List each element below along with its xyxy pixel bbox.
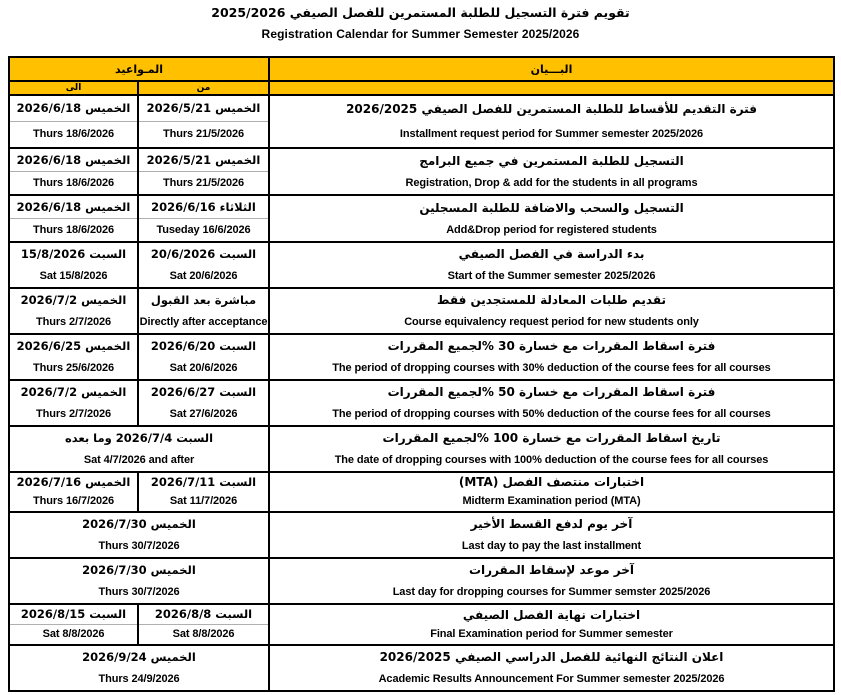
from-date-cell: [138, 334, 269, 380]
description-arabic: فترة اسقاط المقررات مع خسارة 30 %لجميع المقررات: [387, 339, 716, 353]
description-arabic: اختبارات نهاية الفصل الصيفي: [462, 607, 641, 622]
description-english: The period of dropping courses with 30% deduction of the course fees for all courses: [332, 362, 771, 374]
date-english: Thurs 24/9/2026: [98, 673, 180, 685]
table-row: [9, 512, 834, 558]
description-cell: [269, 148, 834, 195]
table-row: [9, 195, 834, 242]
merged-date-cell: [9, 512, 269, 558]
date-arabic: الخميس 2026/7/30: [82, 517, 196, 531]
page-header: [0, 0, 841, 41]
to-date-english: Sat 15/8/2026: [39, 270, 108, 282]
to-date-arabic: السبت 15/8/2026: [20, 247, 127, 261]
to-date-cell: [9, 288, 138, 334]
table-row: [9, 426, 834, 472]
from-date-english: Sat 27/6/2026: [169, 408, 238, 420]
from-date-arabic: السبت 2026/6/27: [150, 385, 257, 399]
description-english: Course equivalency request period for new students only: [404, 316, 699, 328]
to-date-arabic: الخميس 2026/7/2: [20, 385, 127, 399]
description-english: Last day to pay the last installment: [461, 540, 642, 552]
description-english: Start of the Summer semester 2025/2026: [447, 270, 656, 282]
description-arabic: اختبارات منتصف الفصل (MTA): [458, 475, 645, 489]
from-date-cell: [138, 288, 269, 334]
table-row: [9, 558, 834, 604]
description-arabic: تاريخ اسقاط المقررات مع خسارة 100 %لجميع المقررات: [382, 431, 721, 445]
date-arabic: الخميس 2026/7/30: [82, 563, 196, 577]
from-date-english: Thurs 21/5/2026: [162, 128, 245, 140]
from-date-cell: [138, 95, 269, 148]
description-cell: [269, 512, 834, 558]
table-row: [9, 334, 834, 380]
description-english: Midterm Examination period (MTA): [462, 495, 641, 507]
to-date-english: Sat 8/8/2026: [42, 628, 105, 640]
description-arabic: آخر موعد لإسقاط المقررات: [468, 563, 635, 577]
page-title-english: Registration Calendar for Summer Semester 2025/2026: [261, 27, 580, 41]
table-row: [9, 95, 834, 148]
table-row: [9, 242, 834, 288]
date-english: Thurs 30/7/2026: [98, 540, 180, 552]
to-date-cell: [9, 95, 138, 148]
registration-calendar-table: [8, 56, 835, 692]
from-date-cell: [138, 472, 269, 512]
description-english: Add&Drop period for registered students: [446, 223, 657, 236]
from-date-arabic: السبت 2026/6/20: [150, 339, 257, 353]
merged-date-cell: [9, 558, 269, 604]
from-date-arabic: السبت 20/6/2026: [150, 247, 257, 261]
to-date-english: Thurs 18/6/2026: [32, 128, 115, 140]
from-date-english: Sat 8/8/2026: [172, 628, 235, 640]
to-date-cell: [9, 195, 138, 242]
to-date-cell: [9, 604, 138, 645]
from-date-english: Sat 20/6/2026: [169, 362, 238, 374]
from-date-english: Sat 11/7/2026: [169, 495, 238, 507]
table-row: [9, 380, 834, 426]
from-date-cell: [138, 604, 269, 645]
description-cell: [269, 645, 834, 691]
description-arabic: اعلان النتائج النهائية للفصل الدراسي الصيفي 2026/2025: [379, 650, 724, 664]
from-date-arabic: الثلاثاء 2026/6/16: [139, 196, 268, 219]
description-cell: [269, 242, 834, 288]
to-date-cell: [9, 148, 138, 195]
date-arabic: السبت 2026/7/4 وما بعده: [64, 431, 214, 445]
table-row: [9, 148, 834, 195]
description-english: Registration, Drop & add for the students in all programs: [405, 176, 698, 189]
description-cell: [269, 334, 834, 380]
to-date-arabic: الخميس 2026/6/25: [16, 339, 131, 353]
description-cell: [269, 426, 834, 472]
from-date-arabic: السبت 2026/8/8: [139, 605, 268, 625]
from-date-cell: [138, 195, 269, 242]
from-date-cell: [138, 242, 269, 288]
merged-date-cell: [9, 426, 269, 472]
from-date-english: Sat 20/6/2026: [169, 270, 238, 282]
description-arabic: بدء الدراسة في الفصل الصيفي: [458, 247, 645, 261]
description-english: The period of dropping courses with 50% deduction of the course fees for all courses: [332, 408, 771, 420]
description-cell: [269, 558, 834, 604]
from-date-arabic: الخميس 2026/5/21: [139, 96, 268, 122]
from-date-arabic: مباشرة بعد القبول: [150, 293, 257, 307]
merged-date-cell: [9, 645, 269, 691]
description-arabic: تقديم طلبات المعادلة للمستجدين فقط: [436, 293, 667, 307]
description-arabic: فترة التقديم للأقساط للطلبة المستمرين للفصل الصيفي 2026/2025: [346, 101, 757, 116]
to-date-cell: [9, 242, 138, 288]
from-date-english: Tuseday 16/6/2026: [156, 224, 251, 236]
table-row: [9, 288, 834, 334]
description-column-header: البـــيان: [269, 57, 834, 81]
description-english: Final Examination period for Summer semester: [430, 627, 673, 640]
description-english: Last day for dropping courses for Summer semster 2025/2026: [392, 586, 711, 598]
table-row: [9, 472, 834, 512]
from-date-english: Thurs 21/5/2026: [162, 177, 245, 189]
to-date-arabic: الخميس 2026/6/18: [10, 96, 137, 122]
description-cell: [269, 288, 834, 334]
description-arabic: فترة اسقاط المقررات مع خسارة 50 %لجميع المقررات: [387, 385, 716, 399]
to-date-english: Thurs 16/7/2026: [32, 495, 115, 507]
from-date-arabic: الخميس 2026/5/21: [139, 149, 268, 172]
to-date-english: Thurs 25/6/2026: [32, 362, 115, 374]
to-date-cell: [9, 380, 138, 426]
header-row-sub: [9, 81, 834, 95]
to-date-english: Thurs 18/6/2026: [32, 224, 115, 236]
description-cell: [269, 380, 834, 426]
description-arabic: التسجيل والسحب والاضافة للطلبة المسجلين: [419, 200, 684, 215]
description-english: Academic Results Announcement For Summer semester 2025/2026: [378, 673, 725, 685]
to-date-cell: [9, 334, 138, 380]
to-date-arabic: الخميس 2026/7/16: [16, 475, 131, 489]
to-date-arabic: الخميس 2026/7/2: [20, 293, 127, 307]
to-column-header: الى: [9, 81, 138, 95]
to-date-english: Thurs 18/6/2026: [32, 177, 115, 189]
to-date-arabic: الخميس 2026/6/18: [10, 149, 137, 172]
description-cell: [269, 604, 834, 645]
to-date-english: Thurs 2/7/2026: [35, 316, 112, 328]
table-row: [9, 645, 834, 691]
header-row-top: [9, 57, 834, 81]
description-english: Installment request period for Summer semester 2025/2026: [399, 127, 704, 140]
description-arabic: التسجيل للطلبة المستمرين في جميع البرامج: [419, 153, 684, 168]
description-header-spacer: [269, 81, 834, 95]
description-cell: [269, 95, 834, 148]
from-date-cell: [138, 148, 269, 195]
from-date-english: Directly after acceptance: [139, 316, 268, 328]
description-cell: [269, 472, 834, 512]
from-column-header: من: [138, 81, 269, 95]
date-english: Sat 4/7/2026 and after: [83, 454, 195, 466]
dates-group-header: المـواعيد: [9, 57, 269, 81]
to-date-arabic: السبت 2026/8/15: [10, 605, 137, 625]
to-date-arabic: الخميس 2026/6/18: [10, 196, 137, 219]
description-english: The date of dropping courses with 100% deduction of the course fees for all courses: [334, 454, 769, 466]
to-date-english: Thurs 2/7/2026: [35, 408, 112, 420]
page-title-arabic: تقويم فترة التسجيل للطلبة المستمرين للفصل الصيفي 2025/2026: [211, 5, 630, 20]
from-date-arabic: السبت 2026/7/11: [150, 475, 257, 489]
description-cell: [269, 195, 834, 242]
from-date-cell: [138, 380, 269, 426]
date-english: Thurs 30/7/2026: [98, 586, 180, 598]
date-arabic: الخميس 2026/9/24: [82, 650, 196, 664]
to-date-cell: [9, 472, 138, 512]
description-arabic: آخر يوم لدفع القسط الأخير: [470, 517, 633, 531]
table-row: [9, 604, 834, 645]
